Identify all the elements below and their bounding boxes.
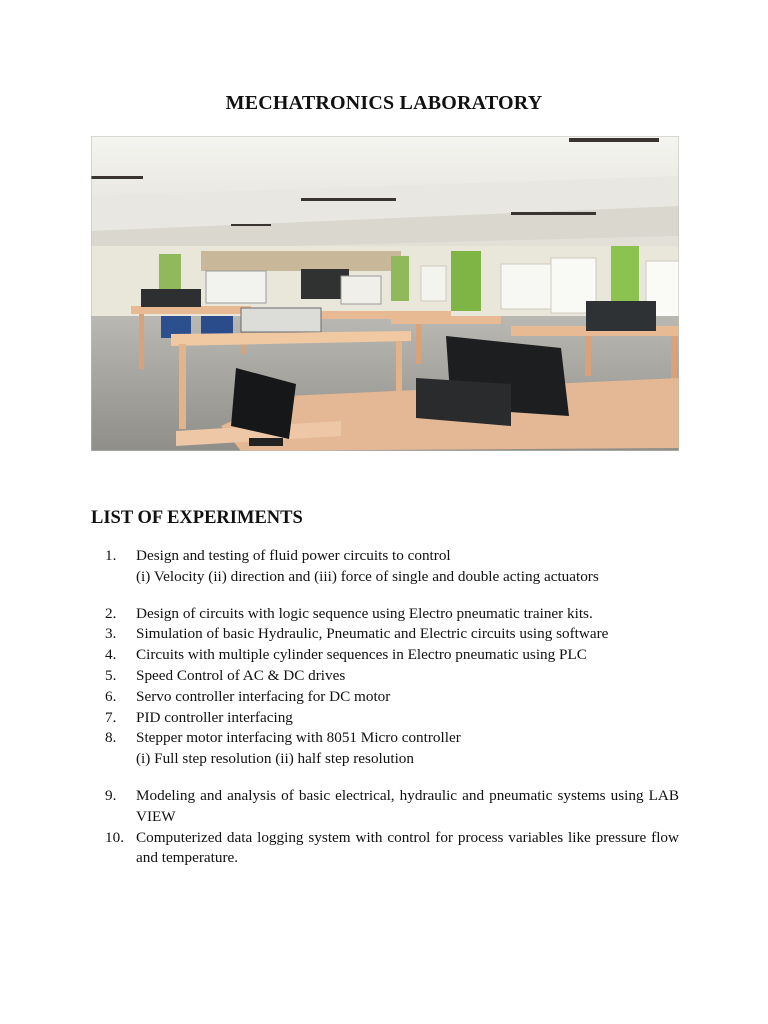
list-item <box>105 728 679 770</box>
item-number: 9. <box>105 786 117 804</box>
item-subtext: (i) Velocity (ii) direction and (iii) force of single and double acting actuators <box>136 567 599 585</box>
list-item <box>105 624 679 645</box>
list-item <box>105 687 679 708</box>
experiment-list <box>105 546 679 869</box>
item-text: Speed Control of AC & DC drives <box>136 666 346 684</box>
item-number: 2. <box>105 604 117 622</box>
item-number: 7. <box>105 708 117 726</box>
list-item <box>105 604 679 625</box>
item-number: 6. <box>105 687 117 705</box>
list-item <box>105 708 679 729</box>
item-text: Design and testing of fluid power circuits to control (i) Velocity (ii) direction and (iii) force of single and double acting actuators <box>136 546 679 588</box>
item-text: PID controller interfacing <box>136 708 293 726</box>
item-number: 5. <box>105 666 117 684</box>
item-text: Simulation of basic Hydraulic, Pneumatic and Electric circuits using software <box>136 625 609 643</box>
item-number: 3. <box>105 625 117 643</box>
item-text: Modeling and analysis of basic electrical, hydraulic and pneumatic systems using LAB VIEW <box>136 786 679 825</box>
item-text: Computerized data logging system with control for process variables like pressure flow and temperature. <box>136 828 679 867</box>
list-item <box>105 645 679 666</box>
item-number: 8. <box>105 729 117 747</box>
item-text: Circuits with multiple cylinder sequences in Electro pneumatic using PLC <box>136 646 587 664</box>
item-number: 4. <box>105 646 117 664</box>
item-subtext: (i) Full step resolution (ii) half step resolution <box>136 750 414 768</box>
lab-photo <box>91 136 679 451</box>
list-item <box>105 666 679 687</box>
item-number: 1. <box>105 547 117 564</box>
item-number: 10. <box>105 828 124 846</box>
item-text: Design of circuits with logic sequence using Electro pneumatic trainer kits. <box>136 604 593 622</box>
list-item <box>105 546 679 588</box>
list-item <box>105 828 679 870</box>
page-title: MECHATRONICS LABORATORY <box>225 92 543 114</box>
section-heading: LIST OF EXPERIMENTS <box>91 508 303 528</box>
item-text: Servo controller interfacing for DC motor <box>136 687 391 705</box>
list-item <box>105 786 679 828</box>
item-text: Stepper motor interfacing with 8051 Micro controller (i) Full step resolution (ii) half step resolution <box>136 728 679 770</box>
